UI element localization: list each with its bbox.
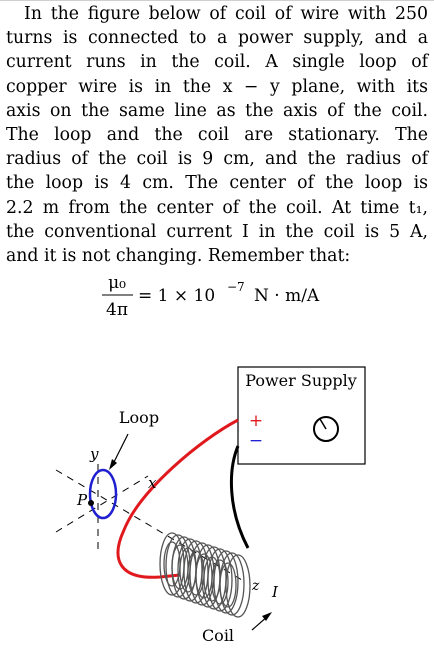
problem-line: radius of the coil is 9 cm, and the radius of: [6, 149, 428, 170]
equation-numerator: μ₀: [108, 273, 126, 293]
problem-line: the conventional current I in the coil is 5 A,: [6, 221, 428, 242]
loop-pointer-arrowhead: [109, 459, 117, 470]
problem-line: and it is not changing. Remember that:: [6, 246, 351, 267]
equation-exponent: −7: [227, 280, 245, 294]
problem-line: In the figure below of coil of wire with 250: [24, 4, 428, 24]
point-p-label: P: [77, 491, 88, 509]
minus-sign: −: [248, 431, 264, 451]
loop-label: Loop: [118, 408, 160, 427]
mu0-equation: [0, 268, 434, 326]
problem-line: turns is connected to a power supply, and a: [6, 28, 428, 49]
plus-sign: +: [248, 411, 264, 431]
power-supply-label: Power Supply: [245, 371, 357, 390]
top-divider: [0, 0, 434, 1]
equation-units: N · m/A: [254, 286, 320, 306]
z-axis-label: z: [252, 578, 260, 594]
problem-line: The loop and the coil are stationary. The: [6, 125, 428, 146]
wire-loop: [90, 470, 116, 518]
loop-pointer-arrow: [114, 434, 128, 462]
current-label: I: [272, 583, 278, 601]
equation-denominator: 4π: [106, 300, 128, 320]
problem-line: 2.2 m from the center of the coil. At time t₁,: [6, 197, 428, 218]
meter-needle-icon: [320, 419, 326, 429]
problem-statement: [6, 2, 428, 268]
y-axis-label: y: [90, 445, 99, 463]
coil-label: Coil: [201, 626, 235, 645]
negative-wire: [231, 446, 248, 548]
equation-rhs: = 1 × 10: [138, 286, 216, 306]
coil-loop-figure: [0, 340, 434, 669]
problem-line: copper wire is in the x − y plane, with its: [6, 76, 428, 97]
problem-line: the loop is 4 cm. The center of the loop is: [6, 173, 428, 194]
point-p-marker: [88, 500, 94, 506]
problem-line: axis on the same line as the axis of the coil.: [6, 100, 428, 121]
x-axis-label: x: [148, 474, 157, 492]
x-axis-line: [56, 476, 148, 532]
positive-wire: [118, 420, 238, 577]
problem-line: current runs in the coil. A single loop of: [6, 52, 428, 73]
